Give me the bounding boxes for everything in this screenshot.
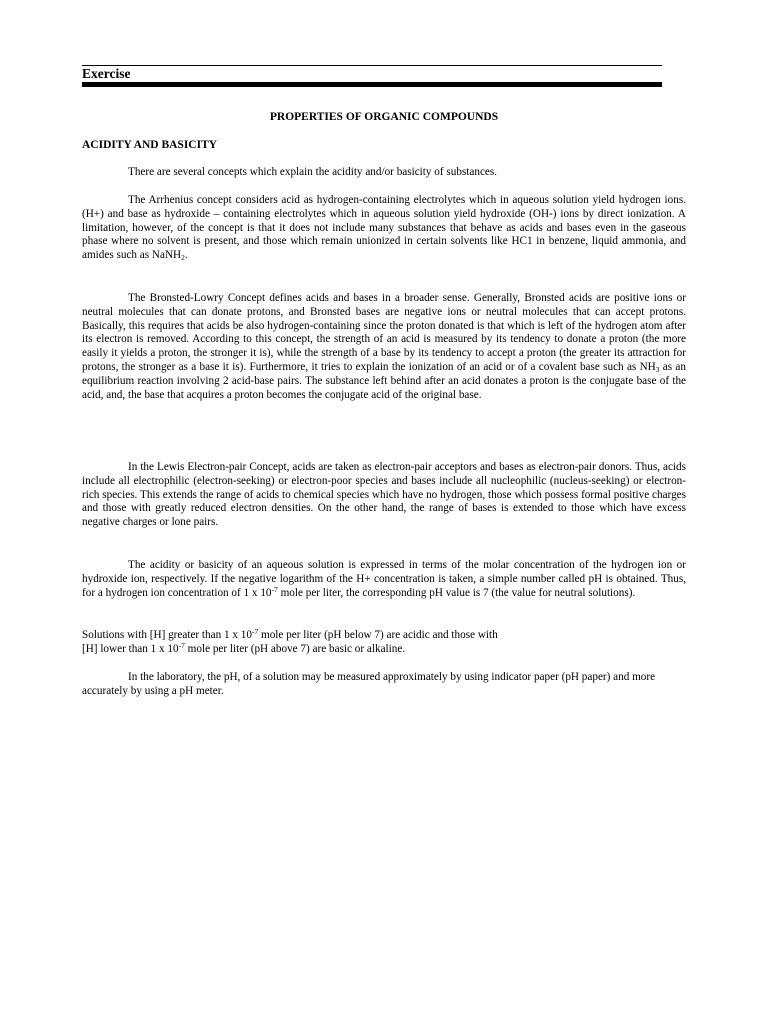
subscript: 2	[181, 253, 185, 263]
paragraph-arrhenius-end: .	[184, 249, 188, 262]
superscript: -7	[271, 584, 278, 594]
paragraph-lewis-text: In the Lewis Electron-pair Concept, acids are taken as electron-pair acceptors and bases as electron-pair donors. Thus, acids include all electrophilic (electron-seeking) or electron-poor species and bases include all nucleophilic (nucleus-seeking) or electron-rich species. This extends the range of acids to chemical species which have no hydrogen, those which possess formal positive charges and those with greatly reduced electron densities. On the other hand, the range of bases is extended to those which have excess negative charges or lone pairs.	[82, 461, 686, 529]
header-label: Exercise	[82, 66, 131, 81]
superscript: -7	[251, 627, 259, 636]
paragraph-bronsted-lowry	[82, 292, 686, 402]
paragraph-ph	[82, 559, 686, 600]
header-thick-rule	[82, 82, 662, 87]
page-title: PROPERTIES OF ORGANIC COMPOUNDS	[269, 111, 499, 123]
paragraph-intro	[82, 166, 686, 180]
paragraph-solutions-text-c: [H] lower than 1 x 10	[82, 642, 179, 655]
paragraph-solutions-text-d: mole per liter (pH above 7) are basic or alkaline.	[184, 642, 406, 655]
paragraph-laboratory	[82, 671, 686, 699]
paragraph-lewis	[82, 461, 686, 530]
paragraph-solutions-text-b: mole per liter (pH below 7) are acidic and those with	[258, 629, 498, 641]
paragraph-arrhenius-text: The Arrhenius concept considers acid as hydrogen-containing electrolytes which in aqueous solution yield hydrogen ions. (H+) and base as hydroxide – containing electrolytes which in aqueous solution yield hydroxide (OH-) ions by direct ionization. A limitation, however, of the concept is that it does not include many substances that behave as acids and bases even in the gaseous phase where no solvent is present, and those which remain unionized in certain solvents like HC1 in benzene, liquid ammonia, and amides such as NaNH	[82, 194, 686, 262]
paragraph-bronsted-text-a: The Bronsted-Lowry Concept defines acids and bases in a broader sense. Generally, Bronsted acids are positive ions or neutral molecules that can donate protons, and Bronsted bases are negative ions or neutral molecules that can accept protons. Basically, this requires that acids be also hydrogen-containing since the proton donated is that which is left of the hydrogen atom after its electron is removed. According to this concept, the strength of an acid is measured by its tendency to donate a proton (the more easily it yields a proton, the stronger it is), while the strength of a base by its tendency to accept a proton (the greater its attraction for protons, the stronger as a base it is). Furthermore, it tries to explain the ionization of an acid or of a covalent base such as NH	[82, 292, 686, 373]
paragraph-arrhenius	[82, 194, 686, 263]
paragraph-bronsted-text-b: as an equilibrium reaction involving 2 acid-base pairs. The substance left behind after an acid donates a proton is the conjugate base of the acid, and, the base that acquires a proton becomes the conjugate acid of the original base.	[82, 360, 686, 401]
paragraph-ph-text-a: The acidity or basicity of an aqueous solution is expressed in terms of the molar concentration of the hydrogen ion or hydroxide ion, respectively. If the negative logarithm of the H+ concentration is taken, a simple number called pH is obtained. Thus, for a hydrogen ion concentration of 1 x 10	[82, 559, 686, 599]
paragraph-intro-text: There are several concepts which explain the acidity and/or basicity of substances.	[128, 166, 498, 178]
paragraph-solutions-text-a: Solutions with [H] greater than 1 x 10	[82, 629, 252, 641]
subscript: 3	[655, 364, 660, 374]
paragraph-ph-text-b: mole per liter, the corresponding pH value is 7 (the value for neutral solutions).	[277, 586, 636, 599]
paragraph-laboratory-text: In the laboratory, the pH, of a solution may be measured approximately by using indicator paper (pH paper) and more accurately by using a pH meter.	[82, 671, 656, 697]
superscript: -7	[178, 640, 185, 650]
section-heading: ACIDITY AND BASICITY	[82, 139, 218, 151]
top-rule	[82, 65, 662, 66]
paragraph-solutions	[82, 629, 686, 657]
